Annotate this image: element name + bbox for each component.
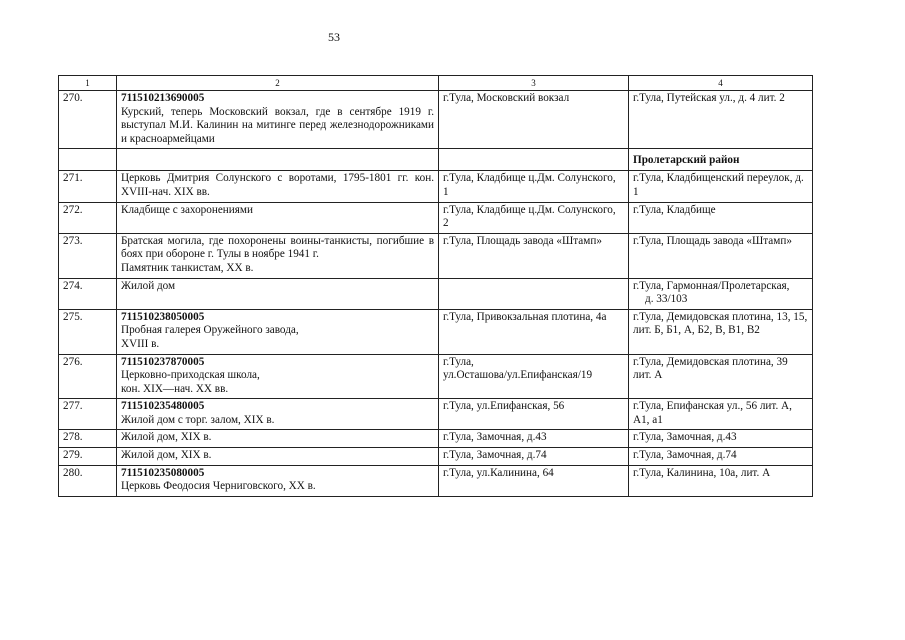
object-name-cell — [117, 278, 439, 309]
location: г.Тула, Московский вокзал — [443, 92, 570, 104]
object-name-cell — [117, 448, 439, 466]
object-name: Курский, теперь Московский вокзал, где в сентябре 1919 г. выступал М.И. Калинин на митинге перед железнодорожниками и красноармейцами — [121, 105, 434, 145]
object-name-cell — [117, 309, 439, 354]
object-name-cell — [117, 91, 439, 149]
row-number: 274. — [59, 278, 117, 309]
location-cell — [439, 233, 629, 278]
registry-code: 711510235480005 — [121, 400, 205, 413]
row-number: 270. — [59, 91, 117, 149]
address-cell — [629, 149, 813, 171]
location-cell — [439, 430, 629, 448]
location-cell — [439, 354, 629, 399]
address: г.Тула, Калинина, 10а, лит. А — [633, 466, 771, 479]
address: г.Тула, Замочная, д.74 — [633, 449, 737, 462]
table-row — [59, 202, 813, 233]
location-cell — [439, 465, 629, 496]
row-number: 276. — [59, 354, 117, 399]
address: г.Тула, Епифанская ул., 56 лит. А, А1, а1 — [633, 400, 792, 426]
row-number: 271. — [59, 171, 117, 202]
object-name: Церковь Феодосия Черниговского, XX в. — [121, 480, 316, 493]
row-number: 277. — [59, 399, 117, 430]
monuments-table — [58, 75, 813, 497]
location-extra: ул.Осташова/ул.Епифанская/19 — [443, 369, 593, 382]
row-number: 280. — [59, 465, 117, 496]
location-cell — [439, 91, 629, 149]
object-name-cell — [117, 465, 439, 496]
object-name-extra: Памятник танкистам, XX в. — [121, 261, 254, 274]
table-row — [59, 171, 813, 202]
object-name: Пробная галерея Оружейного завода, — [121, 324, 299, 337]
address-cell — [629, 202, 813, 233]
row-number: 273. — [59, 233, 117, 278]
address: г.Тула, Площадь завода «Штамп» — [633, 234, 792, 247]
address-cell — [629, 465, 813, 496]
address: г.Тула, Кладбище — [633, 203, 716, 216]
location: г.Тула, Кладбище ц.Дм. Солунского, 1 — [443, 172, 616, 198]
location-cell — [439, 448, 629, 466]
object-name-cell — [117, 233, 439, 278]
object-name: Братская могила, где похоронены воины-танкисты, погибшие в боях при обороне г. Тулы в ноябре 1941 г. — [121, 234, 434, 261]
address: г.Тула, Замочная, д.43 — [633, 431, 737, 444]
address-cell — [629, 91, 813, 149]
registry-code: 711510238050005 — [121, 310, 205, 323]
table-row — [59, 278, 813, 309]
location: г.Тула, Площадь завода «Штамп» — [443, 234, 602, 247]
address-cell — [629, 354, 813, 399]
address: г.Тула, Гармонная/Пролетарская, — [633, 279, 790, 292]
location: г.Тула, ул.Калинина, 64 — [443, 466, 554, 479]
location: г.Тула, Кладбище ц.Дм. Солунского, 2 — [443, 203, 616, 230]
table-row — [59, 354, 813, 399]
row-number: 278. — [59, 430, 117, 448]
object-name: Церковно-приходская школа, — [121, 369, 260, 382]
address-cell — [629, 278, 813, 309]
registry-code: 711510235080005 — [121, 466, 205, 479]
object-name: Церковь Дмитрия Солунского с воротами, 1795-1801 гг. кон. XVIII-нач. XIX вв. — [121, 172, 434, 198]
address-cell — [629, 309, 813, 354]
location-cell — [439, 278, 629, 309]
object-name-cell — [117, 354, 439, 399]
address-cell — [629, 430, 813, 448]
column-header-2: 2 — [117, 76, 439, 91]
row-number — [59, 149, 117, 171]
registry-code: 711510237870005 — [121, 355, 205, 368]
address-cell — [629, 171, 813, 202]
address: г.Тула, Путейская ул., д. 4 лит. 2 — [633, 92, 785, 104]
object-name-extra: кон. XIX—нач. XX вв. — [121, 382, 229, 395]
table-row — [59, 448, 813, 466]
column-header-1: 1 — [59, 76, 117, 91]
row-number: 272. — [59, 202, 117, 233]
object-name: Кладбище с захоронениями — [121, 203, 253, 216]
location-cell — [439, 399, 629, 430]
location-cell — [439, 171, 629, 202]
registry-code: 711510213690005 — [121, 92, 205, 104]
location: г.Тула, — [443, 355, 474, 368]
object-name-cell — [117, 149, 439, 171]
address: г.Тула, Демидовская плотина, 39 лит. А — [633, 355, 788, 382]
object-name-cell — [117, 430, 439, 448]
district-row — [59, 149, 813, 171]
column-header-3: 3 — [439, 76, 629, 91]
address-cell — [629, 233, 813, 278]
address-extra: д. 33/103 — [645, 293, 688, 306]
column-header-4: 4 — [629, 76, 813, 91]
table-row — [59, 233, 813, 278]
address: г.Тула, Кладбищенский переулок, д. 1 — [633, 172, 804, 198]
table-row — [59, 91, 813, 149]
table-row — [59, 399, 813, 430]
row-number: 275. — [59, 309, 117, 354]
location: г.Тула, ул.Епифанская, 56 — [443, 400, 565, 413]
table-row — [59, 465, 813, 496]
location-cell — [439, 309, 629, 354]
object-name: Жилой дом, XIX в. — [121, 449, 212, 462]
table-header-row — [59, 76, 813, 91]
address: г.Тула, Демидовская плотина, 13, 15, лит. Б, Б1, А, Б2, В, В1, В2 — [633, 310, 808, 337]
location: г.Тула, Замочная, д.74 — [443, 449, 547, 462]
object-name: Жилой дом, XIX в. — [121, 431, 212, 444]
location-cell — [439, 202, 629, 233]
object-name-extra: XVIII в. — [121, 337, 160, 350]
table-row — [59, 430, 813, 448]
object-name: Жилой дом — [121, 279, 176, 292]
row-number: 279. — [59, 448, 117, 466]
object-name-cell — [117, 202, 439, 233]
location: г.Тула, Привокзальная плотина, 4а — [443, 310, 607, 323]
location-cell — [439, 149, 629, 171]
object-name: Жилой дом с торг. залом, XIX в. — [121, 413, 275, 426]
page-number: 53 — [328, 30, 340, 44]
object-name-cell — [117, 399, 439, 430]
table-row — [59, 309, 813, 354]
district-heading: Пролетарский район — [633, 154, 740, 167]
address-cell — [629, 448, 813, 466]
object-name-cell — [117, 171, 439, 202]
location: г.Тула, Замочная, д.43 — [443, 431, 547, 444]
address-cell — [629, 399, 813, 430]
